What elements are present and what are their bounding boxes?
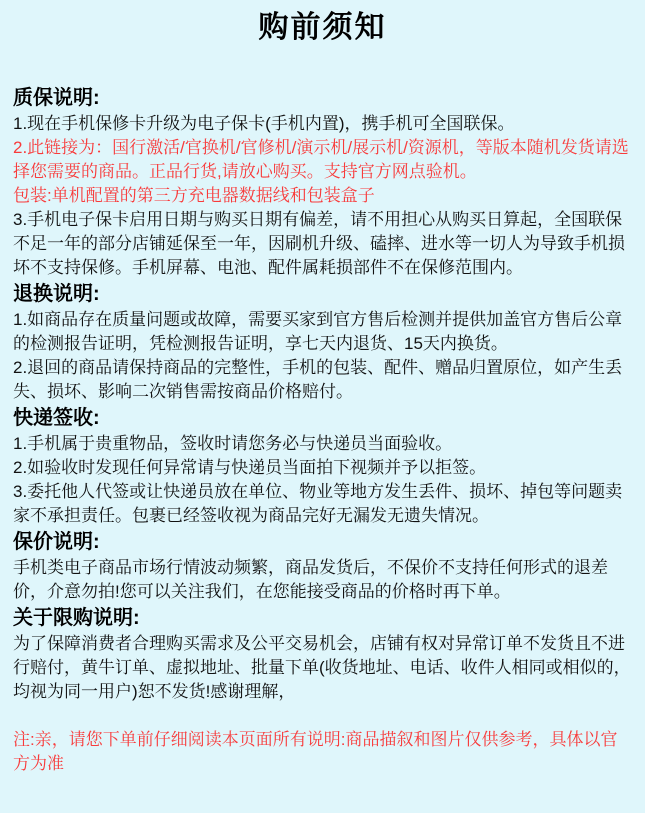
section-returns [13, 280, 632, 404]
section-price-protection [13, 528, 632, 604]
section-heading-warranty: 质保说明: [13, 87, 100, 109]
page-title: 购前须知 [258, 11, 387, 44]
footer-note: 注:亲，请您下单前仔细阅读本页面所有说明:商品描叙和图片仅供参考，具体以官方为准 [13, 730, 618, 773]
notice-paragraph: 1.如商品存在质量问题或故障，需要买家到官方售后检测并提供加盖官方售后公章的检测报告证明，凭检测报告证明，享七天内退货、15天内换货。 [13, 310, 623, 353]
notice-paragraph: 2.如验收时发现任何异常请与快递员当面拍下视频并予以拒签。 [13, 458, 487, 477]
notice-paragraph: 3.手机电子保卡启用日期与购买日期有偏差，请不用担心从购买日算起，全国联保不足一年的部分店铺延保至一年，因刷机升级、磕摔、进水等一切人为导致手机损坏不支持保修。手机屏幕、电池、配件属耗损部件不在保修范围内。 [13, 210, 625, 277]
section-heading-returns: 退换说明: [13, 283, 100, 305]
section-heading-purchase-limit: 关于限购说明: [13, 607, 140, 629]
notice-paragraph: 1.现在手机保修卡升级为电子保卡(手机内置)，携手机可全国联保。 [13, 114, 515, 133]
notice-paragraph: 3.委托他人代签或让快递员放在单位、物业等地方发生丢件、损坏、掉包等问题卖家不承担责任。包裹已经签收视为商品完好无漏发无遗失情况。 [13, 482, 623, 525]
notice-paragraph: 包装:单机配置的第三方充电器数据线和包装盒子 [13, 186, 375, 205]
notice-paragraph: 2.退回的商品请保持商品的完整性，手机的包装、配件、赠品归置原位，如产生丢失、损坏、影响二次销售需按商品价格赔付。 [13, 358, 623, 401]
notice-paragraph: 1.手机属于贵重物品，签收时请您务必与快递员当面验收。 [13, 434, 453, 453]
section-heading-delivery-sign: 快递签收: [13, 407, 100, 429]
section-heading-price-protection: 保价说明: [13, 531, 100, 553]
notice-paragraph: 手机类电子商品市场行情波动频繁，商品发货后，不保价不支持任何形式的退差价，介意勿拍!您可以关注我们，在您能接受商品的价格时再下单。 [13, 558, 608, 601]
section-warranty [13, 84, 632, 280]
section-delivery-sign [13, 404, 632, 528]
notice-paragraph: 2.此链接为：国行激活/官换机/官修机/演示机/展示机/资源机，等版本随机发货请选择您需要的商品。正品行货,请放心购买。支持官方网点验机。 [13, 138, 629, 181]
section-purchase-limit [13, 604, 632, 704]
notice-paragraph: 为了保障消费者合理购买需求及公平交易机会，店铺有权对异常订单不发货且不进行赔付，黄牛订单、虚拟地址、批量下单(收货地址、电话、收件人相同或相似的，均视为同一用户)恕不发货!感谢理解， [13, 634, 631, 701]
